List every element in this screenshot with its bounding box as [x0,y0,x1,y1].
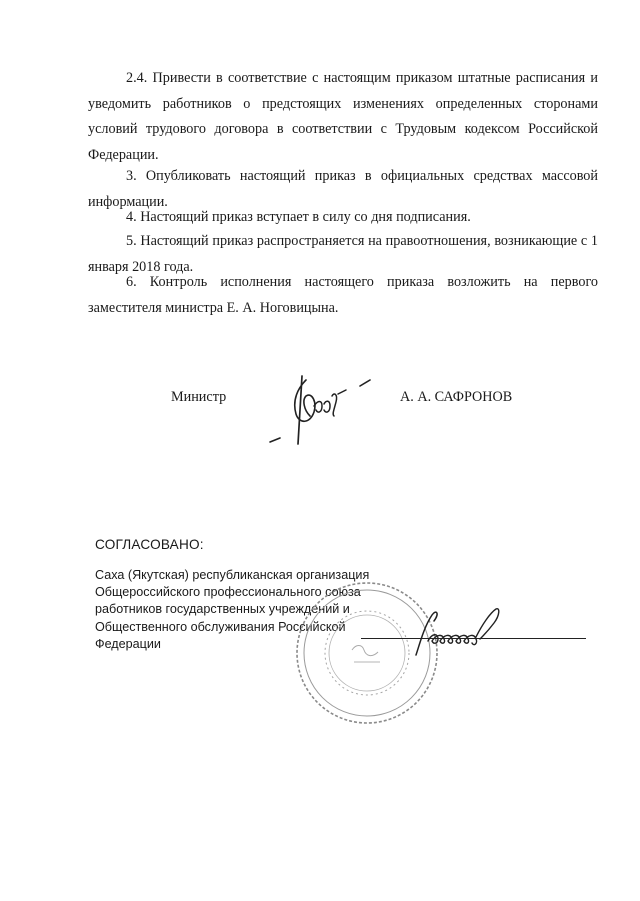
paragraph-4: 4. Настоящий приказ вступает в силу со дня подписания. [126,209,471,225]
organization-line: Общественного обслуживания Российской [95,619,346,634]
paragraph-2-4: 2.4. Привести в соответствие с настоящим приказом штатные расписания и уведомить работников о предстоящих изменениях определенных сторонами условий трудового договора в соответствии с Трудовым кодексом Российской Федерации. [88,70,598,163]
paragraph-5: 5. Настоящий приказ распространяется на правоотношения, возникающие с 1 января 2018 года. [88,233,598,275]
paragraph-3: 3. Опубликовать настоящий приказ в официальных средствах массовой информации. [88,168,598,210]
minister-title: Министр [171,389,227,405]
organization-line: Федерации [95,636,161,651]
organization-line: Общероссийского профессионального союза [95,585,361,600]
minister-signature [262,366,382,456]
minister-name: А. А. САФРОНОВ [400,389,513,405]
approval-signature [398,603,508,665]
organization-line: Саха (Якутская) республиканская организация [95,568,370,582]
approval-heading: СОГЛАСОВАНО: [95,537,204,552]
paragraph-6: 6. Контроль исполнения настоящего приказа возложить на первого заместителя министра Е. А. Ноговицына. [88,274,598,316]
organization-line: работников государственных учреждений и [95,602,350,617]
